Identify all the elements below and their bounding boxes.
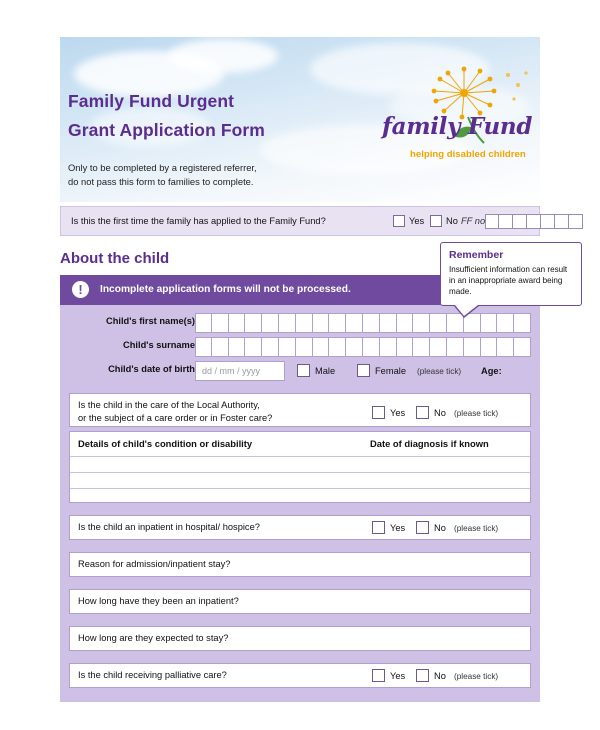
char-cell[interactable] <box>497 313 514 333</box>
char-cell[interactable] <box>514 313 531 333</box>
char-cell[interactable] <box>346 313 363 333</box>
char-cell[interactable] <box>279 313 296 333</box>
care-yes-label: Yes <box>390 408 406 418</box>
ff-cell[interactable] <box>541 214 555 229</box>
char-cell[interactable] <box>413 313 430 333</box>
char-cell[interactable] <box>363 337 380 357</box>
ff-cell[interactable] <box>513 214 527 229</box>
field-admission-reason[interactable] <box>69 552 531 577</box>
char-cell[interactable] <box>245 337 262 357</box>
first-time-no-checkbox[interactable] <box>430 215 442 227</box>
ff-number-label: FF no <box>461 216 486 226</box>
ff-cell[interactable] <box>499 214 513 229</box>
care-question-line-2: or the subject of a care order or in Foster care? <box>78 412 273 423</box>
char-cell[interactable] <box>397 337 414 357</box>
male-label: Male <box>315 366 336 376</box>
first-time-no-label: No <box>446 216 458 226</box>
char-cell[interactable] <box>195 313 212 333</box>
warning-text: Incomplete application forms will not be processed. <box>100 284 351 295</box>
care-no-label: No <box>434 408 446 418</box>
remember-text: Insufficient information can result in an inappropriate award being made. <box>449 265 568 296</box>
spacer <box>60 618 540 626</box>
writing-line <box>70 488 530 489</box>
ff-cell[interactable] <box>485 214 499 229</box>
field-inpatient-duration[interactable] <box>69 589 531 614</box>
instruction-line-1: Only to be completed by a registered referrer, <box>68 162 257 173</box>
section-title: About the child <box>60 250 170 267</box>
remember-title: Remember <box>449 249 504 261</box>
char-cell[interactable] <box>313 337 330 357</box>
field-date-of-birth <box>69 361 531 381</box>
gender-tick-note: (please tick) <box>417 367 462 376</box>
age-label: Age: <box>481 366 502 376</box>
char-cell[interactable] <box>329 337 346 357</box>
surname-input[interactable] <box>195 337 531 357</box>
char-cell[interactable] <box>363 313 380 333</box>
inpatient-tick-note: (please tick) <box>454 524 499 533</box>
dob-label: Child's date of birth <box>108 364 195 374</box>
spacer <box>60 507 540 515</box>
field-condition-details[interactable] <box>69 431 531 503</box>
cloud-decoration <box>168 39 278 73</box>
field-inpatient <box>69 515 531 540</box>
form-sheet <box>60 37 568 693</box>
char-cell[interactable] <box>397 313 414 333</box>
char-cell[interactable] <box>296 313 313 333</box>
writing-line <box>70 456 530 457</box>
char-cell[interactable] <box>447 337 464 357</box>
form-header <box>60 37 540 202</box>
field-surname <box>69 337 531 357</box>
char-cell[interactable] <box>329 313 346 333</box>
char-cell[interactable] <box>514 337 531 357</box>
char-cell[interactable] <box>380 337 397 357</box>
inpatient-yes-checkbox[interactable] <box>372 521 385 534</box>
care-no-checkbox[interactable] <box>416 406 429 419</box>
palliative-no-checkbox[interactable] <box>416 669 429 682</box>
inpatient-question: Is the child an inpatient in hospital/ hospice? <box>78 522 260 532</box>
palliative-yes-label: Yes <box>390 671 406 681</box>
female-checkbox[interactable] <box>357 364 370 377</box>
care-question-line-1: Is the child in the care of the Local Authority, <box>78 400 260 410</box>
female-label: Female <box>375 366 407 376</box>
form-body <box>60 305 540 702</box>
palliative-question: Is the child receiving palliative care? <box>78 670 227 680</box>
char-cell[interactable] <box>279 337 296 357</box>
char-cell[interactable] <box>212 313 229 333</box>
first-names-label: Child's first name(s) <box>106 316 195 326</box>
spacer <box>60 544 540 552</box>
first-time-yes-label: Yes <box>409 216 425 226</box>
ff-cell[interactable] <box>569 214 583 229</box>
logo-tagline: helping disabled children <box>410 149 526 160</box>
char-cell[interactable] <box>497 337 514 357</box>
char-cell[interactable] <box>195 337 212 357</box>
admission-reason-question: Reason for admission/inpatient stay? <box>78 559 231 569</box>
inpatient-no-checkbox[interactable] <box>416 521 429 534</box>
spacer <box>60 581 540 589</box>
palliative-tick-note: (please tick) <box>454 672 499 681</box>
writing-line <box>70 472 530 473</box>
inpatient-duration-question: How long have they been an inpatient? <box>78 596 239 606</box>
char-cell[interactable] <box>430 313 447 333</box>
remember-callout <box>440 242 582 306</box>
inpatient-yes-label: Yes <box>390 523 406 533</box>
inpatient-no-label: No <box>434 523 446 533</box>
palliative-yes-checkbox[interactable] <box>372 669 385 682</box>
char-cell[interactable] <box>380 313 397 333</box>
diagnosis-date-heading: Date of diagnosis if known <box>370 438 489 449</box>
ff-number-input[interactable] <box>485 214 583 229</box>
dob-input[interactable]: dd / mm / yyyy <box>195 361 285 381</box>
first-time-question: Is this the first time the family has applied to the Family Fund? <box>71 216 326 226</box>
first-names-input[interactable] <box>195 313 531 333</box>
char-cell[interactable] <box>245 313 262 333</box>
char-cell[interactable] <box>229 337 246 357</box>
char-cell[interactable] <box>262 313 279 333</box>
title-line-2: Grant Application Form <box>68 120 265 140</box>
logo-wordmark: family Fund <box>382 113 533 140</box>
char-cell[interactable] <box>481 313 498 333</box>
condition-heading: Details of child's condition or disability <box>78 438 253 449</box>
char-cell[interactable] <box>413 337 430 357</box>
char-cell[interactable] <box>481 337 498 357</box>
expected-stay-question: How long are they expected to stay? <box>78 633 229 643</box>
char-cell[interactable] <box>346 337 363 357</box>
char-cell[interactable] <box>262 337 279 357</box>
char-cell[interactable] <box>296 337 313 357</box>
char-cell[interactable] <box>430 337 447 357</box>
char-cell[interactable] <box>464 337 481 357</box>
palliative-no-label: No <box>434 671 446 681</box>
page-title <box>68 87 265 145</box>
field-palliative-care <box>69 663 531 688</box>
char-cell[interactable] <box>212 337 229 357</box>
field-local-authority-care <box>69 393 531 427</box>
spacer <box>60 385 540 393</box>
care-yes-checkbox[interactable] <box>372 406 385 419</box>
form-instruction <box>68 161 257 188</box>
care-question <box>78 399 272 424</box>
first-time-yes-checkbox[interactable] <box>393 215 405 227</box>
care-tick-note: (please tick) <box>454 409 499 418</box>
exclamation-icon: ! <box>72 281 89 298</box>
char-cell[interactable] <box>313 313 330 333</box>
char-cell[interactable] <box>229 313 246 333</box>
instruction-line-2: do not pass this form to families to complete. <box>68 175 254 187</box>
first-time-applicant-row <box>60 206 540 236</box>
title-line-1: Family Fund Urgent <box>68 91 235 111</box>
family-fund-logo <box>376 65 536 175</box>
ff-cell[interactable] <box>527 214 541 229</box>
ff-cell[interactable] <box>555 214 569 229</box>
field-expected-stay[interactable] <box>69 626 531 651</box>
surname-label: Child's surname <box>123 340 195 350</box>
male-checkbox[interactable] <box>297 364 310 377</box>
spacer <box>60 655 540 663</box>
